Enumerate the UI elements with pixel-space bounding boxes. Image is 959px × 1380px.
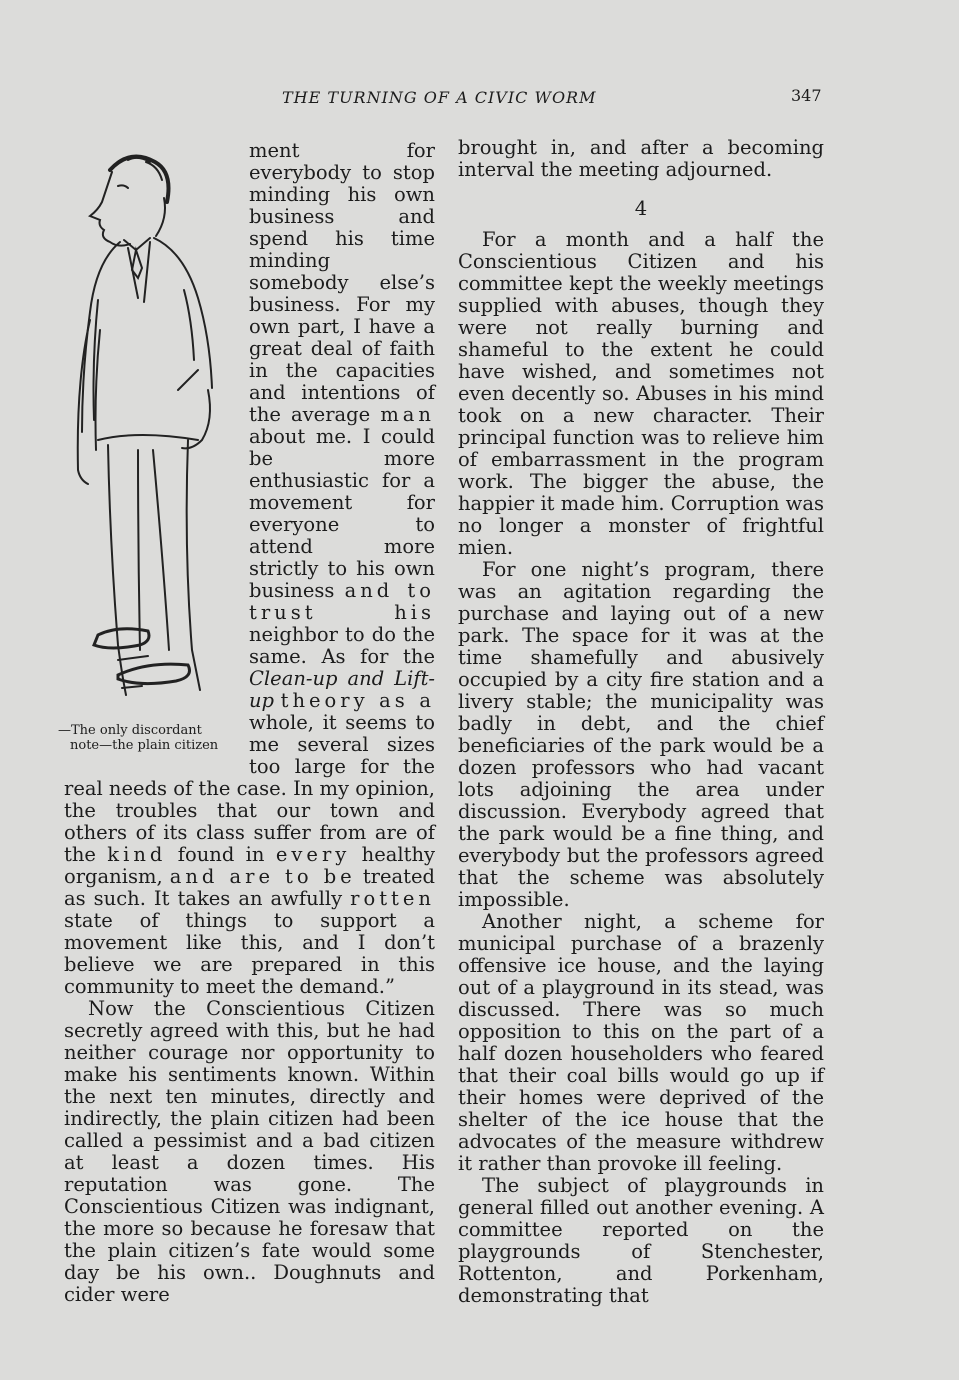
text-run: state of things to support a movement like this, and I don’t believe we are prepared in this community to meet the demand.”	[64, 909, 435, 998]
caption-line-1: —The only discordant	[58, 723, 202, 738]
paragraph: For a month and a half the Conscientious Citizen and his committee kept the weekly meetings supplied with abuses, though they were not really burning and shameful to the extent he could have wished, and sometimes not even decently so. Abuses in his mind took on a new character. Their principal function was to relieve him of embarrassment in the program work. The bigger the abuse, the happier it made him. Corruption was no longer a monster of frightful mien.	[458, 228, 824, 559]
text-run: kind	[107, 843, 167, 866]
text-run: rotten	[350, 887, 435, 910]
left-column	[58, 139, 436, 1306]
text-run: whole, it seems to me several sizes too large for the real needs of the case. In my opinion, the troubles that our town and others of its class suffer from are of the	[64, 711, 435, 866]
italic-title: Clean-up and Lift-up	[249, 667, 435, 712]
running-head	[0, 88, 959, 110]
text-run: about me. I could be more enthusiastic for a movement for everyone to attend more strictly to his own business	[249, 425, 435, 602]
page-number: 347	[791, 86, 822, 105]
paragraph: brought in, and after a becoming interval the meeting adjourned.	[458, 136, 824, 181]
text-run: neighbor to do the same. As for the	[249, 623, 435, 668]
illustration-plain-citizen	[58, 140, 243, 770]
figure-caption	[58, 723, 248, 753]
paragraph: The subject of playgrounds in general filled out another evening. A committee reported on the playgrounds of Stenchester, Rottenton, and Porkenham, demonstrating that	[458, 1174, 824, 1307]
right-column	[458, 137, 824, 1307]
text-run: and to trust his	[249, 579, 435, 624]
caption-line-2: note—the plain citizen	[70, 738, 219, 753]
paragraph: Now the Conscientious Citizen secretly agreed with this, but he had neither courage nor opportunity to make his sentiments known. Within the next ten minutes, directly and indirectly, the plain citizen had been called a pessimist and a bad citizen at least a dozen times. His reputation was gone. The Conscientious Citizen was indignant, the more so because he foresaw that the plain citizen’s fate would some day be his own.. Doughnuts and cider were	[64, 997, 435, 1306]
text-run: treated as such. It takes an awfully	[64, 865, 435, 910]
text-run: man	[380, 403, 435, 426]
section-number: 4	[634, 197, 648, 220]
paragraph: For one night’s program, there was an agitation regarding the purchase and laying out of a new park. The space for it was at the time shamefully and abusively occupied by a city fire station and a livery stable; the municipality was badly in debt, and the chief beneficiaries of the park would be a dozen professors who had vacant lots adjoining the area under discussion. Everybody agreed that the park would be a fine thing, and everybody but the professors agreed that the scheme was absolutely impossible.	[458, 558, 824, 911]
text-run: and are to be	[169, 865, 356, 888]
text-run: every	[275, 843, 351, 866]
text-run: healthy organism,	[64, 843, 436, 888]
text-run: ment for everybody to stop minding his own business and spend his time minding somebody else’s business. For my own part, I have a great deal of faith in the capacities and intentions of the average	[249, 139, 435, 426]
running-title: THE TURNING OF A CIVIC WORM	[282, 88, 597, 107]
text-run: theory as a	[280, 689, 435, 712]
plain-citizen-sketch-icon	[58, 140, 243, 720]
paragraph: Another night, a scheme for municipal purchase of a brazenly offensive ice house, and the laying out of a playground in its stead, was discussed. There was so much opposition to this on the part of a half dozen householders who feared that their coal bills would go up if their homes were deprived of the shelter of the ice house that the advocates of the measure withdrew it rather than provoke ill feeling.	[458, 910, 824, 1175]
text-run: found in	[177, 843, 265, 866]
